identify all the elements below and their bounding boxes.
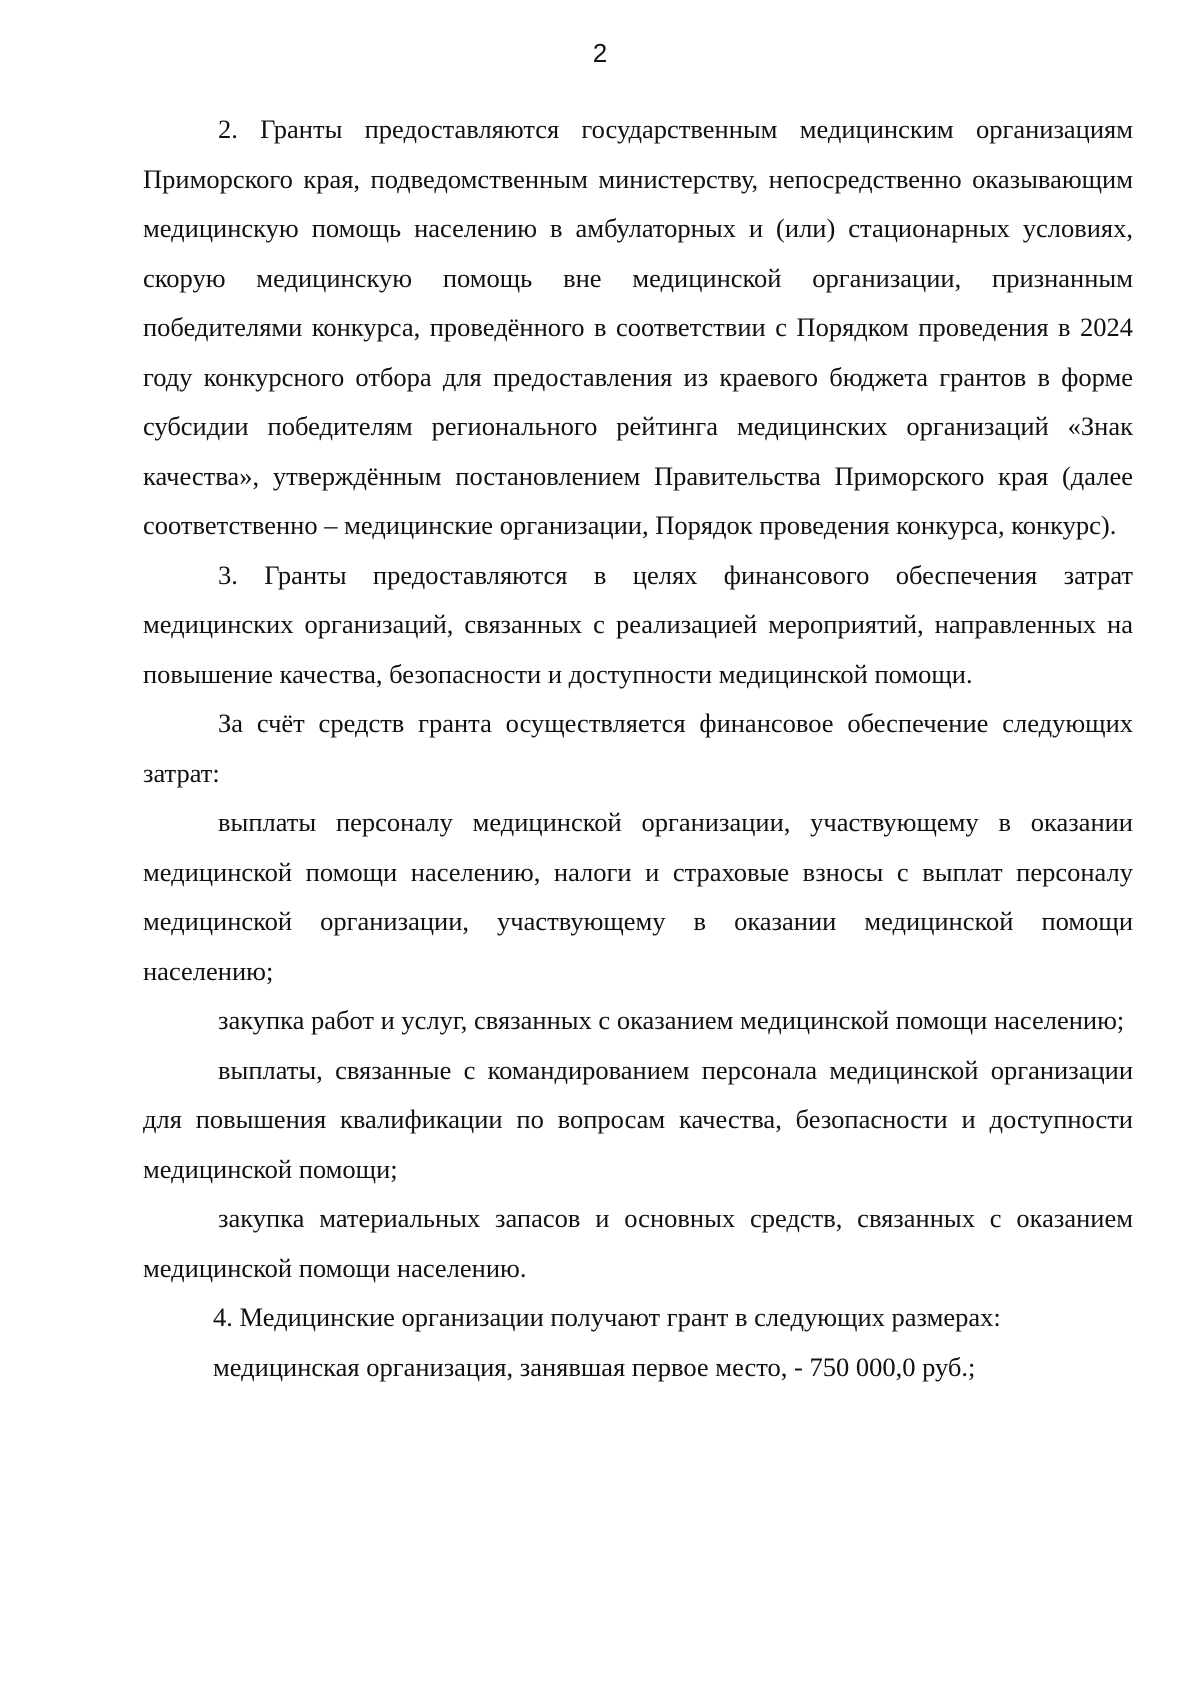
paragraph-4: 4. Медицинские организации получают грант в следующих размерах: bbox=[213, 1302, 1001, 1332]
paragraph-2: 2. Гранты предоставляются государственным медицинским организациям Приморского края, подведомственным министерству, непосредственно оказывающим медицинскую помощь населению в амбулаторных и (или) стационарных условиях, скорую медицинскую помощь вне медицинской организации, признанным победителями конкурса, проведённого в соответствии с Порядком проведения в 2024 году конкурсного отбора для предоставления из краевого бюджета грантов в форме субсидии победителям регионального рейтинга медицинских организаций «Знак качества», утверждённым постановлением Правительства Приморского края (далее соответственно – медицинские организации, Порядок проведения конкурса, конкурс). bbox=[143, 114, 1133, 540]
document-body bbox=[143, 105, 1133, 1392]
paragraph-3-item-business-trips: выплаты, связанные с командированием персонала медицинской организации для повышения квалификации по вопросам качества, безопасности и доступности медицинской помощи; bbox=[143, 1054, 1133, 1184]
paragraph-4-first-place: медицинская организация, занявшая первое место, - 750 000,0 руб.; bbox=[213, 1351, 976, 1382]
paragraph-3-item-materials: закупка материальных запасов и основных средств, связанных с оказанием медицинской помощи населению. bbox=[143, 1203, 1133, 1283]
paragraph-3: 3. Гранты предоставляются в целях финансового обеспечения затрат медицинских организаций, связанных с реализацией мероприятий, направленных на повышение качества, безопасности и доступности медицинской помощи. bbox=[143, 559, 1133, 689]
paragraph-3-item-personnel: выплаты персоналу медицинской организации, участвующему в оказании медицинской помощи населению, налоги и страховые взносы с выплат персоналу медицинской организации, участвующему в оказании медицинской помощи населению; bbox=[143, 807, 1133, 986]
paragraph-3-funding-intro: За счёт средств гранта осуществляется финансовое обеспечение следующих затрат: bbox=[143, 708, 1133, 788]
paragraph-3-item-services: закупка работ и услуг, связанных с оказанием медицинской помощи населению; bbox=[218, 1005, 1125, 1035]
page-number: 2 bbox=[592, 38, 608, 68]
